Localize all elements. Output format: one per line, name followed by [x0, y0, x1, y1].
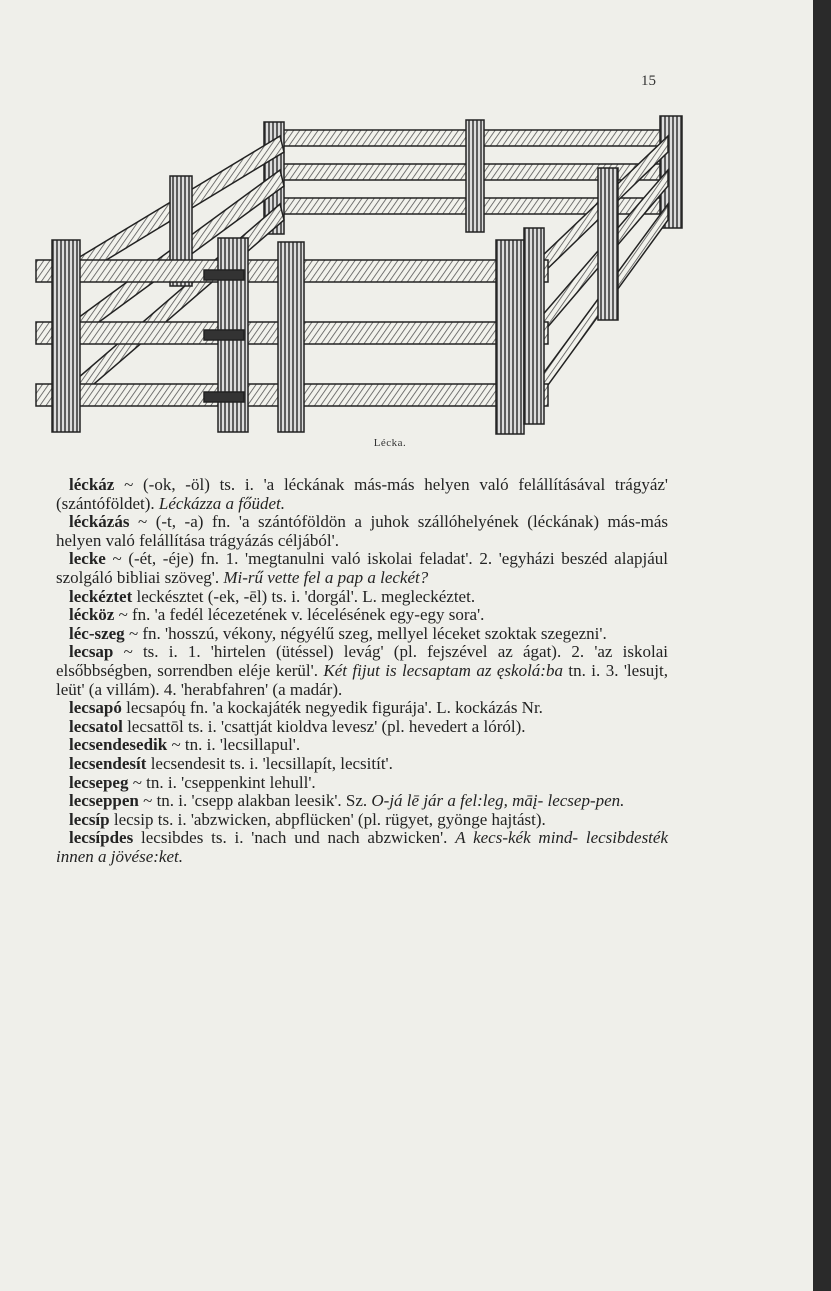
dictionary-entry	[56, 643, 668, 699]
dictionary-entry	[56, 755, 668, 774]
headword: lecsendesedik	[69, 735, 168, 755]
dictionary-entry	[56, 718, 668, 737]
dictionary-entry	[56, 625, 668, 644]
example: Léckázza a főüdet.	[158, 493, 285, 513]
illustration-caption: Lécka.	[373, 437, 407, 449]
dictionary-entry	[56, 774, 668, 793]
definition: ~ fn. 'a fedél lécezetének v. lécelésének egy-egy sora'.	[114, 605, 485, 625]
example: Mi-rű vette fel a pap a leckét?	[223, 567, 429, 587]
headword: leckéztet	[69, 586, 133, 606]
headword: lecsapó	[69, 698, 122, 718]
definition: lecsattōl ts. i. 'csattját kioldva levesz' (pl. hevedert a lóról).	[122, 716, 526, 736]
definition: ~ tn. i. 'csepp alakban leesik'. Sz.	[138, 791, 372, 811]
example: O-já lē jár a fel:leg, māį- lecsep-pen.	[371, 791, 625, 811]
definition-continued: tn. i. 3. 'lesujt, leüt' (a villám). 4. 'herabfahren' (a madár).	[56, 660, 669, 699]
dictionary-entry	[56, 699, 668, 718]
definition: ~ tn. i. 'lecsillapul'.	[167, 735, 301, 755]
headword: lecsípdes	[69, 828, 134, 848]
headword: lecsendesít	[69, 753, 147, 773]
definition: lecsendesit ts. i. 'lecsillapít, lecsitít'.	[146, 753, 393, 773]
dictionary-entry	[56, 550, 668, 587]
dictionary-entry	[56, 513, 668, 550]
headword: lecseppen	[69, 791, 139, 811]
dictionary-entry	[56, 606, 668, 625]
definition: lecsibdes ts. i. 'nach und nach abzwicken'.	[133, 828, 456, 848]
definition: ~ (-t, -a) fn. 'a szántóföldön a juhok szállóhelyének (léckának) más-más helyen való felállítása trágyázás céljából'.	[56, 512, 668, 550]
fence-illustration	[28, 108, 688, 438]
headword: lecsatol	[69, 716, 123, 736]
headword: léc-szeg	[69, 623, 125, 643]
definition: ~ ts. i. 1. 'hirtelen (ütéssel) levág' (pl. fejszével az ágat). 2. 'az iskolai elsőbbségben, sorrendben eléje kerül'.	[56, 642, 668, 680]
headword: léckáz	[69, 475, 115, 494]
dictionary-entry	[56, 736, 668, 755]
dictionary-entry	[56, 476, 668, 513]
definition: ~ (-ok, -öl) ts. i. 'a léckának más-más helyen való felállításával trágyáz' (szántóföldet).	[56, 475, 668, 513]
dictionary-entries	[56, 476, 668, 866]
definition: ~ tn. i. 'cseppenkint lehull'.	[128, 772, 316, 792]
dictionary-entry	[56, 588, 668, 607]
definition: ~ fn. 'hosszú, vékony, négyélű szeg, mellyel léceket szoktak szegezni'.	[124, 623, 607, 643]
definition: leckésztet (-ek, -ēl) ts. i. 'dorgál'. L. megleckéztet.	[132, 586, 476, 606]
definition: ~ (-ét, -éje) fn. 1. 'megtanulni való iskolai feladat'. 2. 'egyházi beszéd alapjául szolgáló bibliai szöveg'.	[56, 549, 668, 587]
page-edge	[813, 0, 831, 1291]
dictionary-entry	[56, 811, 668, 830]
headword: léckázás	[69, 512, 130, 532]
dictionary-entry	[56, 792, 668, 811]
definition: lecsip ts. i. 'abzwicken, abpflücken' (pl. rügyet, gyönge hajtást).	[109, 809, 546, 829]
headword: lecsepeg	[69, 772, 129, 792]
headword: lecsap	[69, 642, 114, 662]
example: A kecs-kék mind- lecsibdesték innen a jövése:ket.	[56, 828, 668, 866]
definition: lecsapóų fn. 'a kockajáték negyedik figurája'. L. kockázás Nr.	[121, 698, 543, 718]
page-number: 15	[641, 73, 656, 89]
headword: lécköz	[69, 605, 115, 625]
example: Két fijut is lecsaptam az ęskolá:ba	[323, 660, 563, 680]
headword: lecsíp	[69, 809, 110, 829]
dictionary-entry	[56, 829, 668, 866]
headword: lecke	[69, 549, 106, 569]
